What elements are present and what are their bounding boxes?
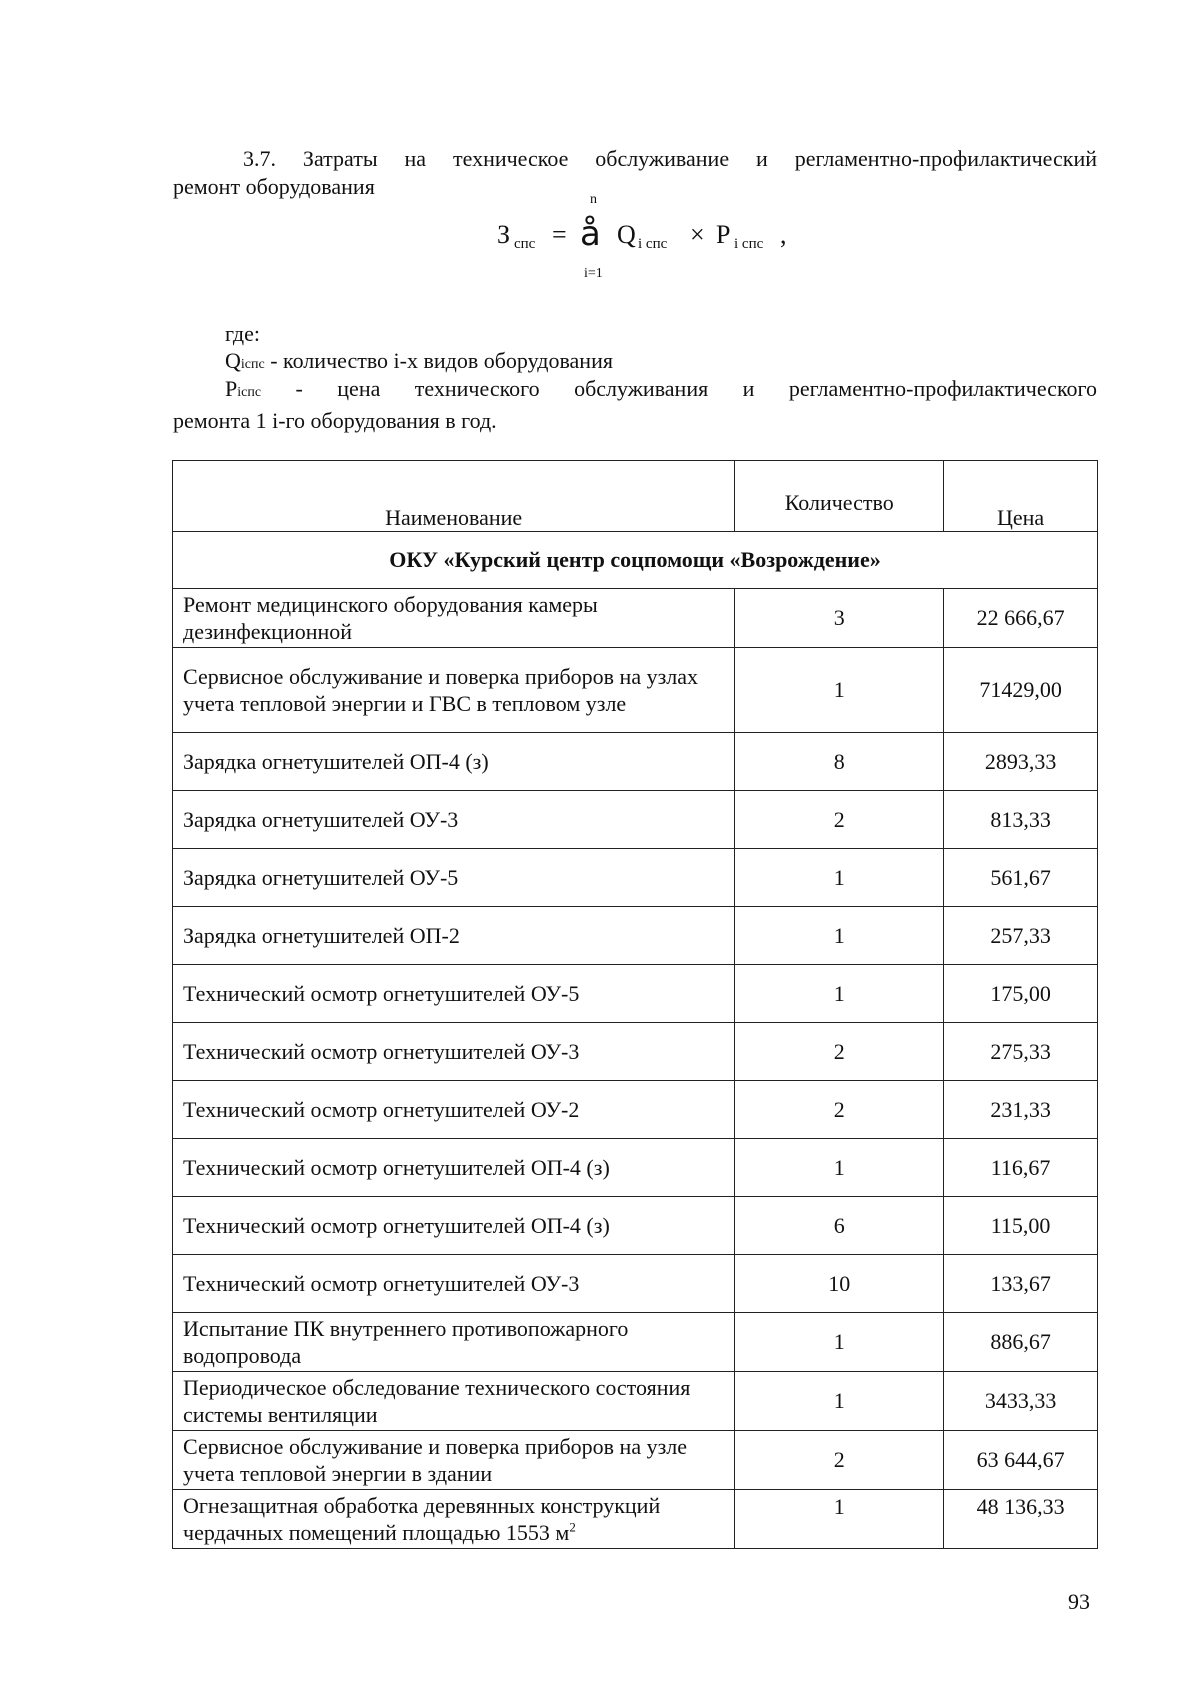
table-row xyxy=(173,1490,1098,1549)
row-name: Зарядка огнетушителей ОУ-3 xyxy=(173,791,735,849)
table-row xyxy=(173,589,1098,648)
formula-q-sub: i спс xyxy=(638,236,668,252)
row-name: Технический осмотр огнетушителей ОУ-3 xyxy=(173,1023,735,1081)
table-row xyxy=(173,1431,1098,1490)
section-heading-line1: 3.7. Затраты на техническое обслуживание и регламентно-профилактический xyxy=(243,146,1097,171)
row-qty: 1 xyxy=(735,648,944,733)
row-name: Технический осмотр огнетушителей ОУ-5 xyxy=(173,965,735,1023)
table-row xyxy=(173,733,1098,791)
row-qty: 1 xyxy=(735,1372,944,1431)
p-definition-text: - цена технического обслуживания и регламентно-профилактического xyxy=(261,376,1097,401)
row-price: 231,33 xyxy=(944,1081,1098,1139)
group-title: ОКУ «Курский центр соцпомощи «Возрождение» xyxy=(173,532,1098,589)
row-price: 275,33 xyxy=(944,1023,1098,1081)
row-qty: 2 xyxy=(735,791,944,849)
row-name xyxy=(173,1490,735,1549)
table-group-row xyxy=(173,532,1098,589)
formula-p-sub: i спс xyxy=(734,236,764,252)
header-name: Наименование xyxy=(173,461,735,532)
row-price: 175,00 xyxy=(944,965,1098,1023)
row-price: 63 644,67 xyxy=(944,1431,1098,1490)
table-row xyxy=(173,1023,1098,1081)
row-name: Сервисное обслуживание и поверка приборов на узлах учета тепловой энергии и ГВС в тепловом узле xyxy=(173,648,735,733)
table-row xyxy=(173,1197,1098,1255)
formula-upper-limit: n xyxy=(590,192,597,207)
row-qty: 1 xyxy=(735,1139,944,1197)
row-qty: 1 xyxy=(735,1313,944,1372)
q-definition-text: - количество i-х видов оборудования xyxy=(264,348,613,373)
formula-lhs: З xyxy=(497,220,511,249)
row-qty: 2 xyxy=(735,1431,944,1490)
row-name: Зарядка огнетушителей ОП-2 xyxy=(173,907,735,965)
table-row xyxy=(173,648,1098,733)
row-qty: 1 xyxy=(735,849,944,907)
row-name: Технический осмотр огнетушителей ОУ-2 xyxy=(173,1081,735,1139)
table-row xyxy=(173,791,1098,849)
p-definition-line1 xyxy=(173,375,1097,407)
table-row xyxy=(173,1313,1098,1372)
row-name: Технический осмотр огнетушителей ОП-4 (з) xyxy=(173,1139,735,1197)
row-price: 133,67 xyxy=(944,1255,1098,1313)
row-name-text: Огнезащитная обработка деревянных конструкций чердачных помещений площадью 1553 м xyxy=(183,1493,661,1545)
row-qty: 6 xyxy=(735,1197,944,1255)
row-name-sup: 2 xyxy=(569,1519,576,1535)
row-name: Зарядка огнетушителей ОП-4 (з) xyxy=(173,733,735,791)
table-row xyxy=(173,907,1098,965)
row-price: 3433,33 xyxy=(944,1372,1098,1431)
row-price: 2893,33 xyxy=(944,733,1098,791)
formula-p: P xyxy=(716,220,731,249)
formula-q: Q xyxy=(617,220,636,249)
table-row xyxy=(173,965,1098,1023)
row-price: 116,67 xyxy=(944,1139,1098,1197)
row-qty: 1 xyxy=(735,965,944,1023)
p-definition-symbol: P xyxy=(225,376,238,401)
table-row xyxy=(173,849,1098,907)
section-heading xyxy=(173,145,1097,201)
row-price: 561,67 xyxy=(944,849,1098,907)
row-price: 886,67 xyxy=(944,1313,1098,1372)
row-price: 813,33 xyxy=(944,791,1098,849)
formula-lower-limit: i=1 xyxy=(584,266,603,281)
row-qty: 1 xyxy=(735,907,944,965)
q-definition-sub: iспс xyxy=(240,357,265,372)
row-qty: 8 xyxy=(735,733,944,791)
row-qty: 2 xyxy=(735,1023,944,1081)
formula-comma: , xyxy=(780,220,787,249)
table-row xyxy=(173,1081,1098,1139)
header-price: Цена xyxy=(944,461,1098,532)
row-name: Периодическое обследование технического состояния системы вентиляции xyxy=(173,1372,735,1431)
cost-formula xyxy=(0,192,1200,290)
table-row xyxy=(173,1255,1098,1313)
row-name: Технический осмотр огнетушителей ОУ-3 xyxy=(173,1255,735,1313)
q-definition-symbol: Q xyxy=(225,348,241,373)
row-name: Испытание ПК внутреннего противопожарного водопровода xyxy=(173,1313,735,1372)
p-definition-line2: ремонта 1 i-го оборудования в год. xyxy=(173,408,497,433)
p-definition-sub: iспс xyxy=(237,385,262,400)
row-qty: 2 xyxy=(735,1081,944,1139)
sum-symbol-icon: å xyxy=(580,214,601,254)
where-label: где: xyxy=(225,321,260,346)
formula-times: × xyxy=(690,220,705,249)
formula-lhs-sub: спс xyxy=(514,236,536,252)
page-number: 93 xyxy=(1068,1589,1090,1614)
row-price: 71429,00 xyxy=(944,648,1098,733)
table-header-row xyxy=(173,461,1098,532)
row-name: Сервисное обслуживание и поверка приборов на узле учета тепловой энергии в здании xyxy=(173,1431,735,1490)
row-qty: 3 xyxy=(735,589,944,648)
row-name: Технический осмотр огнетушителей ОП-4 (з) xyxy=(173,1197,735,1255)
row-name: Ремонт медицинского оборудования камеры дезинфекционной xyxy=(173,589,735,648)
row-qty: 10 xyxy=(735,1255,944,1313)
row-price: 22 666,67 xyxy=(944,589,1098,648)
p-definition xyxy=(173,375,1097,435)
row-price: 115,00 xyxy=(944,1197,1098,1255)
table-row xyxy=(173,1139,1098,1197)
table-row xyxy=(173,1372,1098,1431)
section-heading-line2: ремонт оборудования xyxy=(173,174,375,199)
row-price: 48 136,33 xyxy=(944,1490,1098,1549)
row-qty: 1 xyxy=(735,1490,944,1549)
row-price: 257,33 xyxy=(944,907,1098,965)
maintenance-cost-table xyxy=(172,460,1098,1549)
formula-equals: = xyxy=(552,220,567,249)
row-name: Зарядка огнетушителей ОУ-5 xyxy=(173,849,735,907)
header-qty: Количество xyxy=(735,461,944,532)
